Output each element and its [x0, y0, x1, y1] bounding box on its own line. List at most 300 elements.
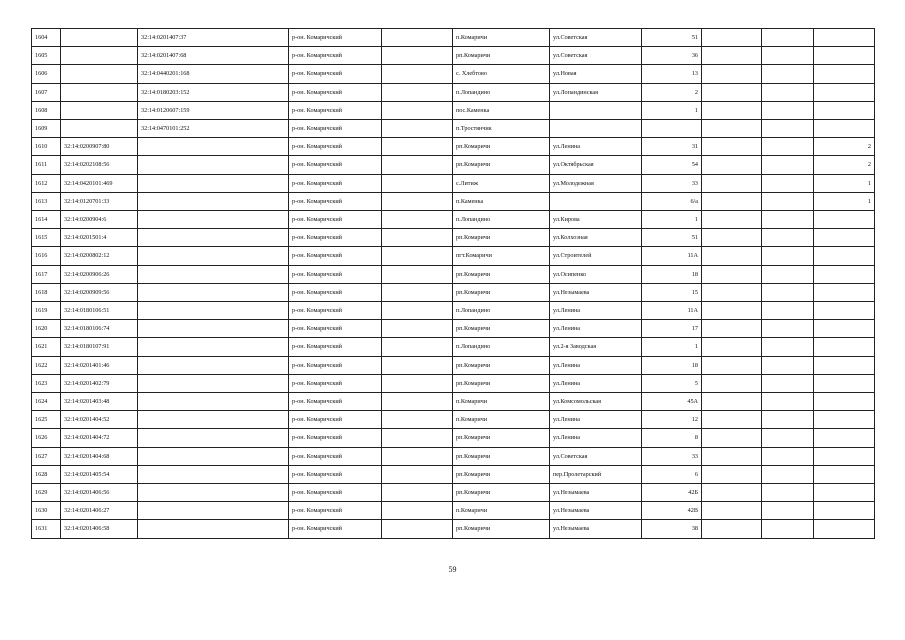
col-11-cell: 2 — [814, 156, 875, 174]
street-cell: ул.Ленина — [550, 411, 642, 429]
col-10-cell — [762, 174, 814, 192]
locality-cell: рп.Комаричи — [453, 320, 550, 338]
cadastral-number-b-cell — [138, 192, 289, 210]
house-number-cell: 31 — [642, 138, 702, 156]
locality-cell: п.Лопандино — [453, 338, 550, 356]
cadastral-number-b-cell — [138, 393, 289, 411]
col-9-cell — [702, 156, 762, 174]
col-11-cell — [814, 65, 875, 83]
col-11-cell — [814, 29, 875, 47]
cadastral-number-b-cell: 32:14:0201407:68 — [138, 47, 289, 65]
locality-cell: п.Тростянчик — [453, 120, 550, 138]
locality-cell: рп.Комаричи — [453, 447, 550, 465]
col-5-cell — [382, 83, 453, 101]
col-11-cell — [814, 356, 875, 374]
locality-cell: п.Комаричи — [453, 411, 550, 429]
cadastral-number-a-cell — [61, 120, 138, 138]
district-cell: р-он. Комаричский — [289, 374, 382, 392]
col-9-cell — [702, 393, 762, 411]
col-10-cell — [762, 247, 814, 265]
col-10-cell — [762, 429, 814, 447]
street-cell — [550, 120, 642, 138]
row-number-cell: 1611 — [32, 156, 61, 174]
locality-cell: рп.Комаричи — [453, 156, 550, 174]
house-number-cell: 1 — [642, 101, 702, 119]
street-cell: ул.Октябрьская — [550, 156, 642, 174]
street-cell — [550, 101, 642, 119]
street-cell: ул.Незымаева — [550, 520, 642, 538]
district-cell: р-он. Комаричский — [289, 393, 382, 411]
col-9-cell — [702, 265, 762, 283]
cadastral-number-a-cell — [61, 29, 138, 47]
col-11-cell — [814, 338, 875, 356]
col-10-cell — [762, 393, 814, 411]
district-cell: р-он. Комаричский — [289, 156, 382, 174]
table-row — [32, 356, 875, 374]
street-cell: ул.Ленина — [550, 320, 642, 338]
locality-cell: рп.Комаричи — [453, 484, 550, 502]
street-cell: ул.Ленина — [550, 429, 642, 447]
locality-cell: пос.Каменка — [453, 101, 550, 119]
cadastral-number-a-cell: 32:14:0201406:56 — [61, 484, 138, 502]
col-10-cell — [762, 356, 814, 374]
col-11-cell — [814, 502, 875, 520]
col-11-cell: 1 — [814, 174, 875, 192]
col-10-cell — [762, 465, 814, 483]
street-cell: ул.Ленина — [550, 374, 642, 392]
cadastral-number-a-cell: 32:14:0200909:56 — [61, 283, 138, 301]
col-11-cell — [814, 484, 875, 502]
row-number-cell: 1627 — [32, 447, 61, 465]
row-number-cell: 1613 — [32, 192, 61, 210]
table-row — [32, 465, 875, 483]
col-5-cell — [382, 447, 453, 465]
col-5-cell — [382, 174, 453, 192]
row-number-cell: 1628 — [32, 465, 61, 483]
district-cell: р-он. Комаричский — [289, 229, 382, 247]
row-number-cell: 1609 — [32, 120, 61, 138]
col-10-cell — [762, 447, 814, 465]
table-row — [32, 320, 875, 338]
locality-cell: рп.Комаричи — [453, 265, 550, 283]
col-9-cell — [702, 484, 762, 502]
col-10-cell — [762, 47, 814, 65]
cadastral-number-b-cell — [138, 502, 289, 520]
col-5-cell — [382, 302, 453, 320]
house-number-cell: 12 — [642, 411, 702, 429]
street-cell: ул.Колхозная — [550, 229, 642, 247]
col-10-cell — [762, 29, 814, 47]
house-number-cell: 5 — [642, 374, 702, 392]
row-number-cell: 1625 — [32, 411, 61, 429]
cadastral-number-b-cell — [138, 374, 289, 392]
cadastral-number-b-cell — [138, 484, 289, 502]
house-number-cell: 17 — [642, 320, 702, 338]
locality-cell: рп.Комаричи — [453, 356, 550, 374]
street-cell: ул.Новая — [550, 65, 642, 83]
col-5-cell — [382, 156, 453, 174]
district-cell: р-он. Комаричский — [289, 265, 382, 283]
district-cell: р-он. Комаричский — [289, 174, 382, 192]
page-number: 59 — [448, 565, 457, 574]
col-9-cell — [702, 229, 762, 247]
house-number-cell: 18 — [642, 356, 702, 374]
cadastral-number-b-cell — [138, 302, 289, 320]
cadastral-number-a-cell: 32:14:0201404:68 — [61, 447, 138, 465]
col-9-cell — [702, 302, 762, 320]
col-9-cell — [702, 520, 762, 538]
col-10-cell — [762, 156, 814, 174]
col-9-cell — [702, 429, 762, 447]
row-number-cell: 1630 — [32, 502, 61, 520]
table-row — [32, 411, 875, 429]
col-5-cell — [382, 283, 453, 301]
col-9-cell — [702, 101, 762, 119]
col-11-cell — [814, 101, 875, 119]
col-9-cell — [702, 120, 762, 138]
row-number-cell: 1607 — [32, 83, 61, 101]
table-row — [32, 374, 875, 392]
district-cell: р-он. Комаричский — [289, 120, 382, 138]
district-cell: р-он. Комаричский — [289, 211, 382, 229]
col-9-cell — [702, 192, 762, 210]
cadastral-number-a-cell: 32:14:0200906:26 — [61, 265, 138, 283]
table-row — [32, 429, 875, 447]
row-number-cell: 1605 — [32, 47, 61, 65]
street-cell: ул.Кирова — [550, 211, 642, 229]
street-cell: ул.Советская — [550, 29, 642, 47]
table-row — [32, 47, 875, 65]
cadastral-number-a-cell: 32:14:0202108:56 — [61, 156, 138, 174]
house-number-cell: 33 — [642, 447, 702, 465]
col-5-cell — [382, 247, 453, 265]
locality-cell: рп.Комаричи — [453, 374, 550, 392]
table-row — [32, 101, 875, 119]
district-cell: р-он. Комаричский — [289, 101, 382, 119]
cadastral-number-b-cell — [138, 156, 289, 174]
col-9-cell — [702, 29, 762, 47]
col-11-cell: 1 — [814, 192, 875, 210]
cadastral-number-b-cell — [138, 265, 289, 283]
house-number-cell: 8 — [642, 429, 702, 447]
row-number-cell: 1631 — [32, 520, 61, 538]
col-11-cell: 2 — [814, 138, 875, 156]
col-9-cell — [702, 65, 762, 83]
col-11-cell — [814, 411, 875, 429]
col-5-cell — [382, 65, 453, 83]
district-cell: р-он. Комаричский — [289, 411, 382, 429]
locality-cell: п.Лопандино — [453, 211, 550, 229]
row-number-cell: 1619 — [32, 302, 61, 320]
table-row — [32, 192, 875, 210]
house-number-cell: 38 — [642, 520, 702, 538]
street-cell — [550, 192, 642, 210]
cadastral-number-a-cell: 32:14:0201402:79 — [61, 374, 138, 392]
locality-cell: рп.Комаричи — [453, 47, 550, 65]
row-number-cell: 1621 — [32, 338, 61, 356]
col-10-cell — [762, 211, 814, 229]
col-10-cell — [762, 229, 814, 247]
table-body — [32, 29, 875, 539]
district-cell: р-он. Комаричский — [289, 502, 382, 520]
col-5-cell — [382, 520, 453, 538]
cadastral-number-b-cell — [138, 283, 289, 301]
cadastral-number-b-cell: 32:14:0120607:159 — [138, 101, 289, 119]
table-row — [32, 156, 875, 174]
col-10-cell — [762, 283, 814, 301]
col-10-cell — [762, 302, 814, 320]
col-9-cell — [702, 138, 762, 156]
col-5-cell — [382, 138, 453, 156]
cadastral-number-b-cell — [138, 338, 289, 356]
street-cell: ул.Незымаева — [550, 283, 642, 301]
row-number-cell: 1616 — [32, 247, 61, 265]
cadastral-number-a-cell: 32:14:0201404:52 — [61, 411, 138, 429]
locality-cell: рп.Комаричи — [453, 520, 550, 538]
district-cell: р-он. Комаричский — [289, 320, 382, 338]
row-number-cell: 1614 — [32, 211, 61, 229]
cadastral-number-b-cell — [138, 211, 289, 229]
col-9-cell — [702, 447, 762, 465]
house-number-cell: 13 — [642, 65, 702, 83]
col-5-cell — [382, 411, 453, 429]
locality-cell: п.Комаричи — [453, 393, 550, 411]
locality-cell: п.Лопандино — [453, 83, 550, 101]
street-cell: ул.Осипенко — [550, 265, 642, 283]
cadastral-number-a-cell — [61, 65, 138, 83]
col-5-cell — [382, 484, 453, 502]
col-5-cell — [382, 320, 453, 338]
locality-cell: рп.Комаричи — [453, 229, 550, 247]
table-row — [32, 265, 875, 283]
street-cell: ул.2-я Заводская — [550, 338, 642, 356]
house-number-cell: 2 — [642, 83, 702, 101]
district-cell: р-он. Комаричский — [289, 283, 382, 301]
row-number-cell: 1606 — [32, 65, 61, 83]
row-number-cell: 1629 — [32, 484, 61, 502]
col-5-cell — [382, 465, 453, 483]
col-5-cell — [382, 374, 453, 392]
street-cell: ул.Незымаева — [550, 484, 642, 502]
col-5-cell — [382, 101, 453, 119]
cadastral-number-a-cell — [61, 83, 138, 101]
district-cell: р-он. Комаричский — [289, 138, 382, 156]
col-10-cell — [762, 374, 814, 392]
col-9-cell — [702, 374, 762, 392]
cadastral-number-b-cell — [138, 356, 289, 374]
table-row — [32, 138, 875, 156]
street-cell: ул.Советская — [550, 447, 642, 465]
col-11-cell — [814, 429, 875, 447]
house-number-cell: 51 — [642, 29, 702, 47]
cadastral-number-b-cell: 32:14:0440201:168 — [138, 65, 289, 83]
cadastral-number-a-cell: 32:14:0200802:12 — [61, 247, 138, 265]
house-number-cell: 18 — [642, 265, 702, 283]
street-cell: ул.Советская — [550, 47, 642, 65]
col-5-cell — [382, 429, 453, 447]
district-cell: р-он. Комаричский — [289, 302, 382, 320]
street-cell: ул.Незымаева — [550, 502, 642, 520]
row-number-cell: 1615 — [32, 229, 61, 247]
col-5-cell — [382, 192, 453, 210]
col-11-cell — [814, 520, 875, 538]
col-5-cell — [382, 29, 453, 47]
col-10-cell — [762, 192, 814, 210]
locality-cell: рп.Комаричи — [453, 138, 550, 156]
cadastral-number-b-cell — [138, 465, 289, 483]
col-10-cell — [762, 138, 814, 156]
table-row — [32, 302, 875, 320]
cadastral-number-a-cell: 32:14:0200904:6 — [61, 211, 138, 229]
row-number-cell: 1617 — [32, 265, 61, 283]
col-9-cell — [702, 247, 762, 265]
cadastral-number-b-cell — [138, 320, 289, 338]
row-number-cell: 1622 — [32, 356, 61, 374]
col-9-cell — [702, 174, 762, 192]
cadastral-number-b-cell — [138, 247, 289, 265]
cadastral-number-a-cell: 32:14:0180106:74 — [61, 320, 138, 338]
col-9-cell — [702, 211, 762, 229]
house-number-cell: 1 — [642, 211, 702, 229]
street-cell: ул.Комсомольская — [550, 393, 642, 411]
locality-cell: п.Комаричи — [453, 502, 550, 520]
locality-cell: пгт.Комаричи — [453, 247, 550, 265]
col-9-cell — [702, 338, 762, 356]
col-5-cell — [382, 356, 453, 374]
cadastral-number-a-cell: 32:14:0180107:91 — [61, 338, 138, 356]
cadastral-number-a-cell: 32:14:0201405:54 — [61, 465, 138, 483]
table-row — [32, 29, 875, 47]
locality-cell: п.Комаричи — [453, 29, 550, 47]
cadastral-number-b-cell — [138, 429, 289, 447]
street-cell: ул.Строителей — [550, 247, 642, 265]
district-cell: р-он. Комаричский — [289, 429, 382, 447]
col-9-cell — [702, 47, 762, 65]
col-9-cell — [702, 320, 762, 338]
cadastral-number-a-cell: 32:14:0201406:27 — [61, 502, 138, 520]
house-number-cell: 42Б — [642, 484, 702, 502]
house-number-cell: 36 — [642, 47, 702, 65]
row-number-cell: 1623 — [32, 374, 61, 392]
col-10-cell — [762, 411, 814, 429]
house-number-cell: 54 — [642, 156, 702, 174]
col-11-cell — [814, 447, 875, 465]
district-cell: р-он. Комаричский — [289, 447, 382, 465]
table-row — [32, 229, 875, 247]
col-5-cell — [382, 393, 453, 411]
col-11-cell — [814, 47, 875, 65]
col-9-cell — [702, 356, 762, 374]
table-row — [32, 83, 875, 101]
col-9-cell — [702, 411, 762, 429]
row-number-cell: 1604 — [32, 29, 61, 47]
row-number-cell: 1618 — [32, 283, 61, 301]
cadastral-number-b-cell — [138, 229, 289, 247]
table-row — [32, 211, 875, 229]
cadastral-number-b-cell — [138, 138, 289, 156]
row-number-cell: 1624 — [32, 393, 61, 411]
cadastral-number-b-cell: 32:14:0180203:152 — [138, 83, 289, 101]
district-cell: р-он. Комаричский — [289, 192, 382, 210]
street-cell: пер.Пролетарский — [550, 465, 642, 483]
district-cell: р-он. Комаричский — [289, 356, 382, 374]
street-cell: ул.Ленина — [550, 356, 642, 374]
house-number-cell: 6 — [642, 465, 702, 483]
col-9-cell — [702, 502, 762, 520]
cadastral-number-b-cell — [138, 520, 289, 538]
district-cell: р-он. Комаричский — [289, 465, 382, 483]
col-11-cell — [814, 265, 875, 283]
street-cell: ул.Ленина — [550, 302, 642, 320]
col-11-cell — [814, 120, 875, 138]
locality-cell: с.Литиж — [453, 174, 550, 192]
col-10-cell — [762, 265, 814, 283]
table-row — [32, 447, 875, 465]
col-10-cell — [762, 320, 814, 338]
cadastral-number-a-cell: 32:14:0420101:469 — [61, 174, 138, 192]
house-number-cell: 15 — [642, 283, 702, 301]
locality-cell: рп.Комаричи — [453, 465, 550, 483]
row-number-cell: 1620 — [32, 320, 61, 338]
cadastral-number-a-cell: 32:14:0201401:46 — [61, 356, 138, 374]
cadastral-number-a-cell: 32:14:0180106:51 — [61, 302, 138, 320]
locality-cell: рп.Комаричи — [453, 283, 550, 301]
district-cell: р-он. Комаричский — [289, 47, 382, 65]
house-number-cell: 45А — [642, 393, 702, 411]
table-row — [32, 65, 875, 83]
col-5-cell — [382, 120, 453, 138]
table-row — [32, 283, 875, 301]
register-table — [31, 28, 875, 539]
cadastral-number-b-cell: 32:14:0201407:37 — [138, 29, 289, 47]
table-row — [32, 120, 875, 138]
col-9-cell — [702, 283, 762, 301]
col-10-cell — [762, 65, 814, 83]
col-9-cell — [702, 465, 762, 483]
col-5-cell — [382, 338, 453, 356]
row-number-cell: 1612 — [32, 174, 61, 192]
cadastral-number-a-cell: 32:14:0201501:4 — [61, 229, 138, 247]
table-row — [32, 393, 875, 411]
table-row — [32, 247, 875, 265]
house-number-cell — [642, 120, 702, 138]
house-number-cell: 11А — [642, 302, 702, 320]
col-11-cell — [814, 393, 875, 411]
col-10-cell — [762, 338, 814, 356]
col-5-cell — [382, 502, 453, 520]
district-cell: р-он. Комаричский — [289, 247, 382, 265]
col-10-cell — [762, 120, 814, 138]
cadastral-number-b-cell — [138, 174, 289, 192]
col-11-cell — [814, 374, 875, 392]
table-row — [32, 484, 875, 502]
cadastral-number-a-cell: 32:14:0201403:48 — [61, 393, 138, 411]
table-row — [32, 502, 875, 520]
col-10-cell — [762, 101, 814, 119]
table-row — [32, 174, 875, 192]
col-11-cell — [814, 247, 875, 265]
cadastral-number-a-cell: 32:14:0201404:72 — [61, 429, 138, 447]
cadastral-number-b-cell — [138, 411, 289, 429]
locality-cell: рп.Комаричи — [453, 429, 550, 447]
col-11-cell — [814, 283, 875, 301]
col-5-cell — [382, 229, 453, 247]
col-10-cell — [762, 520, 814, 538]
col-10-cell — [762, 83, 814, 101]
row-number-cell: 1610 — [32, 138, 61, 156]
table-row — [32, 338, 875, 356]
district-cell: р-он. Комаричский — [289, 83, 382, 101]
